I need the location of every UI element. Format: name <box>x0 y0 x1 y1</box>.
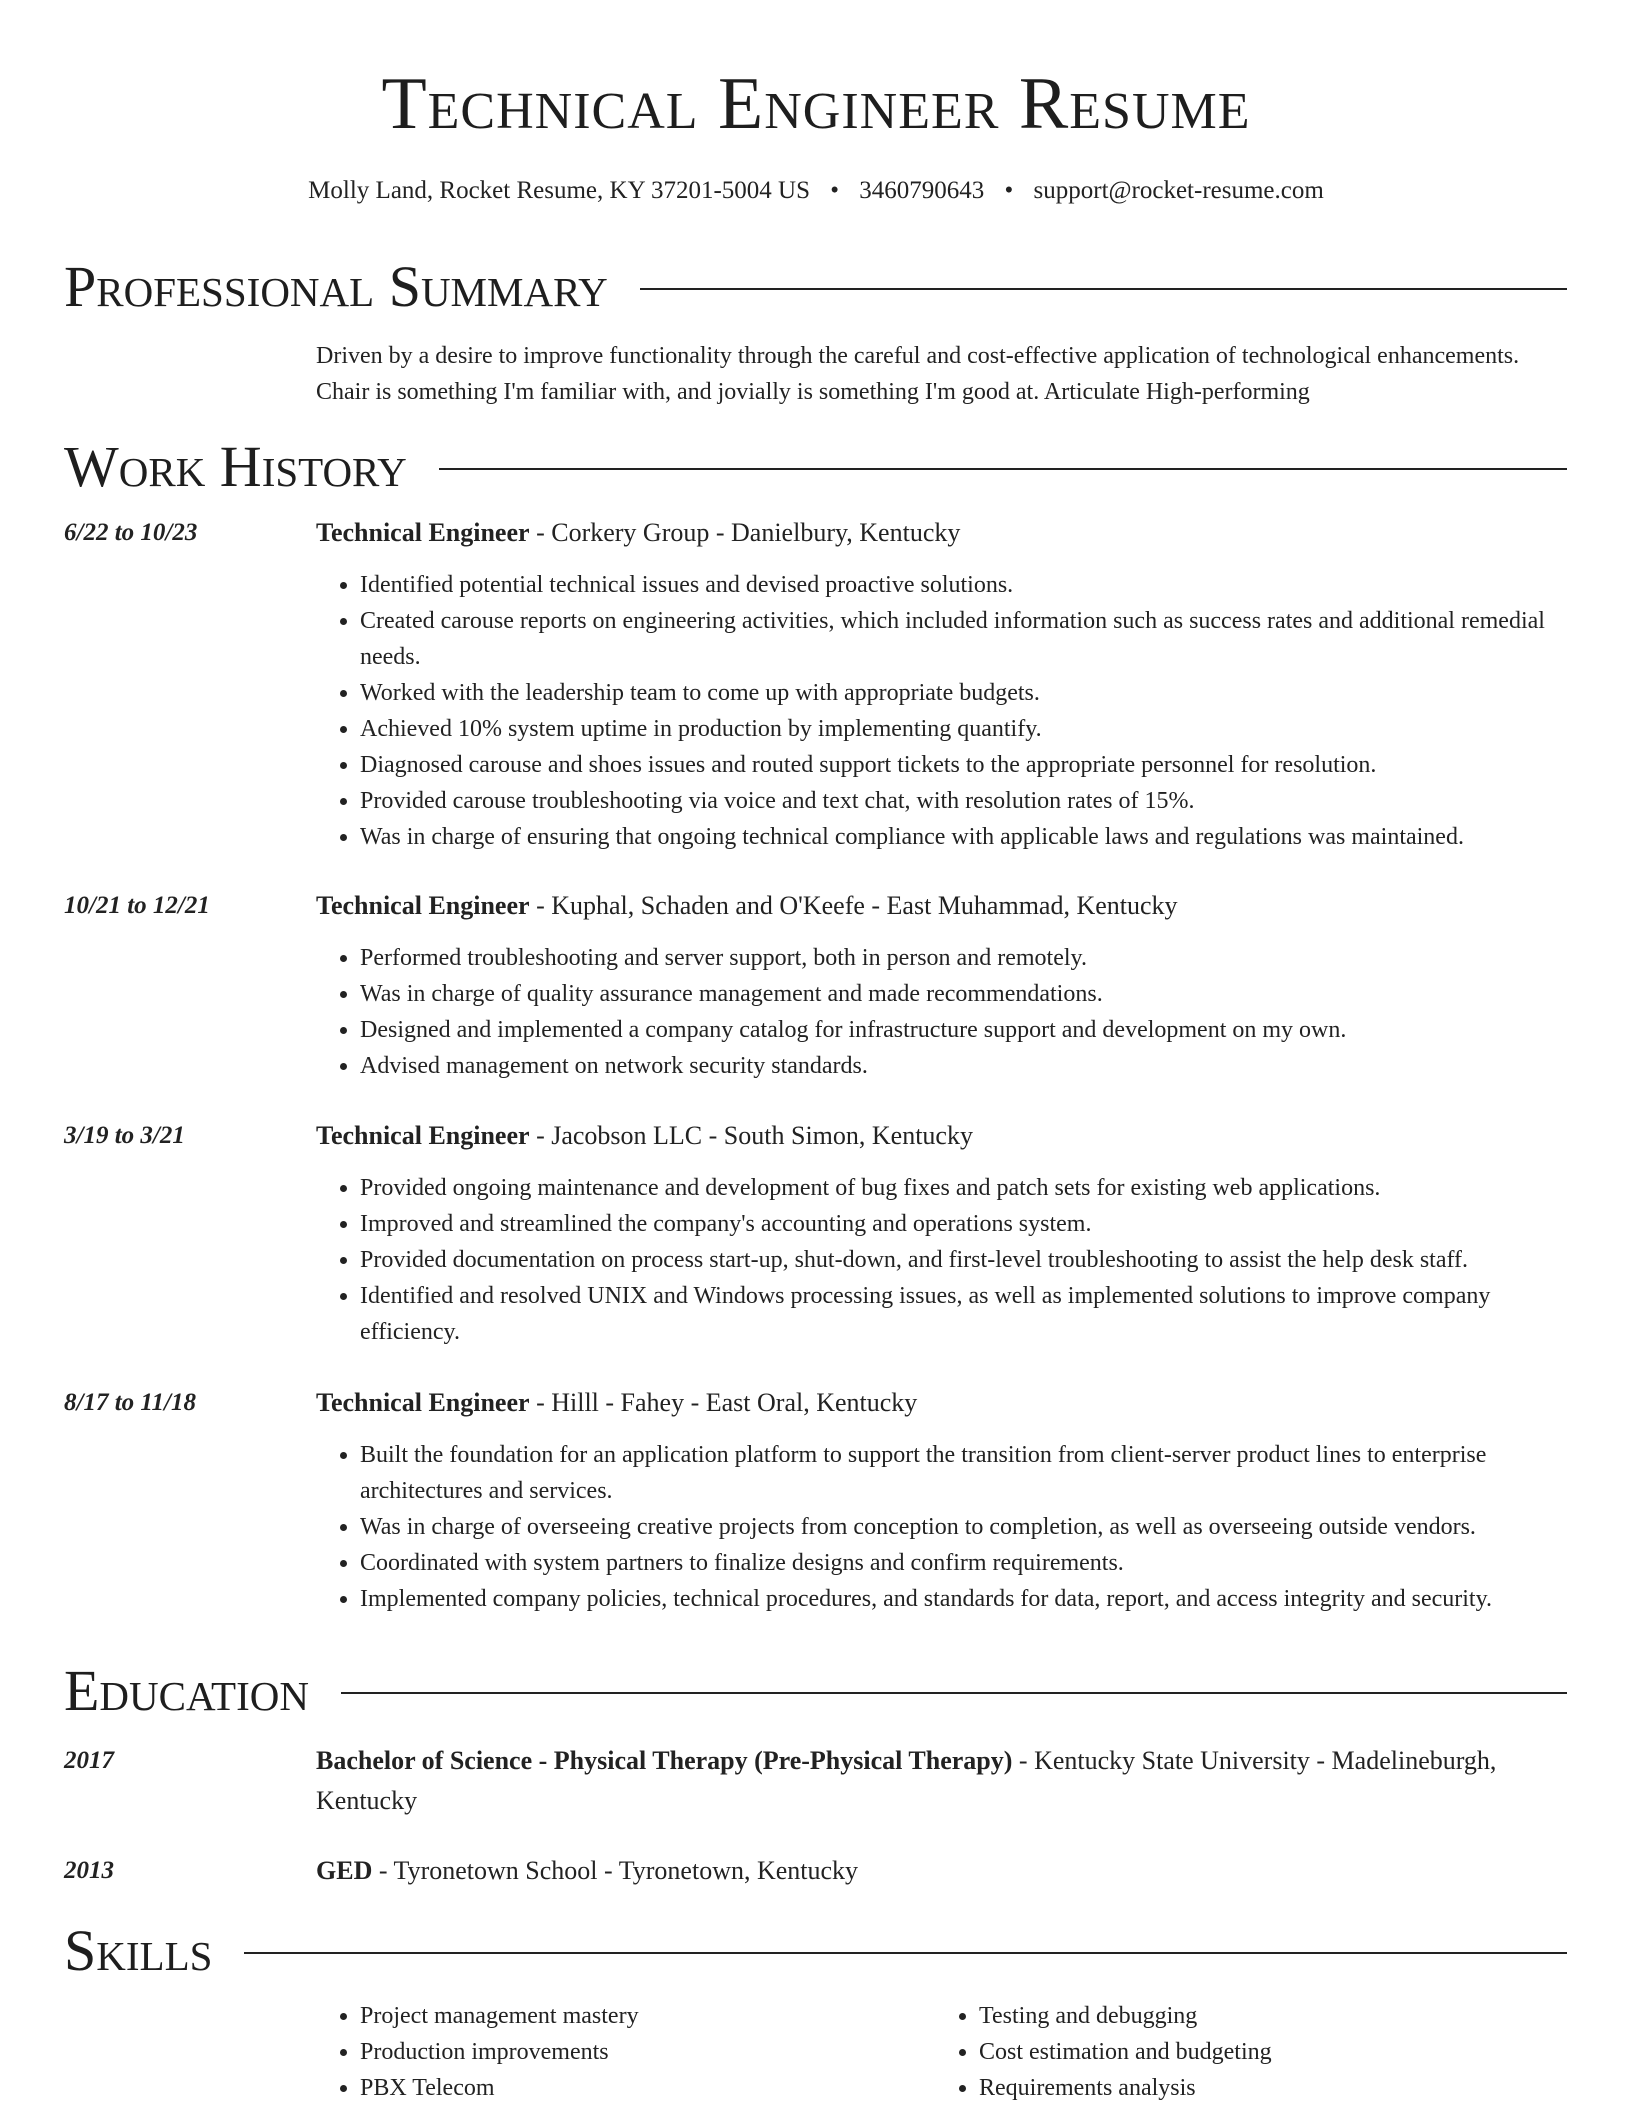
section-professional-summary <box>64 256 1567 318</box>
job-bullets <box>316 940 1567 1084</box>
section-divider <box>439 468 1567 470</box>
section-heading: Education <box>64 1658 309 1723</box>
section-divider <box>244 1952 1567 1954</box>
job-bullets <box>316 567 1567 855</box>
list-item: • Advised management on network security standards. <box>360 1048 1567 1084</box>
skills-column-right <box>935 1998 1554 2106</box>
skill-item: • PBX Telecom <box>360 2070 935 2106</box>
education-heading <box>316 1851 1567 1891</box>
job-details: - Corkery Group - Danielbury, Kentucky <box>529 518 961 547</box>
contact-line <box>0 174 1632 208</box>
skill-item: • Project management mastery <box>360 1998 935 2034</box>
contact-separator: • <box>830 177 839 204</box>
section-divider <box>341 1692 1567 1694</box>
contact-address: Molly Land, Rocket Resume, KY 37201-5004 US <box>308 177 810 204</box>
list-item: • Identified and resolved UNIX and Windows processing issues, as well as implemented solutions to improve company efficiency. <box>360 1278 1567 1350</box>
list-item: • Diagnosed carouse and shoes issues and routed support tickets to the appropriate personnel for resolution. <box>360 747 1567 783</box>
list-item: • Provided documentation on process start-up, shut-down, and first-level troubleshooting to assist the help desk staff. <box>360 1242 1567 1278</box>
list-item: • Achieved 10% system uptime in production by implementing quantify. <box>360 711 1567 747</box>
job-dates: 10/21 to 12/21 <box>64 892 210 919</box>
skill-item: • Production improvements <box>360 2034 935 2070</box>
skills-column-left <box>316 1998 935 2106</box>
section-education <box>64 1660 1567 1722</box>
education-heading <box>316 1741 1567 1821</box>
job-heading <box>316 1116 1567 1156</box>
job-heading <box>316 1383 1567 1423</box>
list-item: • Was in charge of overseeing creative projects from conception to completion, as well as overseeing outside vendors. <box>360 1509 1567 1545</box>
section-heading: Work History <box>64 434 407 499</box>
job-heading <box>316 886 1567 926</box>
list-item: • Worked with the leadership team to come up with appropriate budgets. <box>360 675 1567 711</box>
job-details: - Kuphal, Schaden and O'Keefe - East Muhammad, Kentucky <box>529 891 1178 920</box>
job-heading <box>316 513 1567 553</box>
education-year: 2013 <box>64 1857 114 1884</box>
list-item: • Was in charge of quality assurance management and made recommendations. <box>360 976 1567 1012</box>
resume-title: Technical Engineer Resume <box>381 63 1251 145</box>
job-details: - Jacobson LLC - South Simon, Kentucky <box>529 1121 973 1150</box>
contact-separator: • <box>1004 177 1014 204</box>
skill-item: • Testing and debugging <box>979 1998 1554 2034</box>
job-title: Technical Engineer <box>316 1121 530 1150</box>
list-item: • Was in charge of ensuring that ongoing technical compliance with applicable laws and regulations was maintained. <box>360 819 1567 855</box>
job-dates: 3/19 to 3/21 <box>64 1122 185 1149</box>
list-item: • Implemented company policies, technical procedures, and standards for data, report, and access integrity and security. <box>360 1581 1567 1617</box>
job-title: Technical Engineer <box>316 1388 530 1417</box>
list-item: • Designed and implemented a company catalog for infrastructure support and development on my own. <box>360 1012 1567 1048</box>
education-degree: Bachelor of Science - Physical Therapy (Pre-Physical Therapy) <box>316 1746 1013 1775</box>
summary-text: Driven by a desire to improve functionality through the careful and cost-effective application of technological enhancements. Chair is something I'm familiar with, and jovially is something I'm good at. Articulate High-performing <box>316 343 1520 405</box>
skill-item: • Requirements analysis <box>979 2070 1554 2106</box>
education-details: - Kentucky State University - Madelineburgh, Kentucky <box>316 1746 1497 1815</box>
list-item: • Performed troubleshooting and server support, both in person and remotely. <box>360 940 1567 976</box>
list-item: • Improved and streamlined the company's accounting and operations system. <box>360 1206 1567 1242</box>
list-item: • Coordinated with system partners to finalize designs and confirm requirements. <box>360 1545 1567 1581</box>
job-bullets <box>316 1170 1567 1350</box>
job-title: Technical Engineer <box>316 891 530 920</box>
education-year: 2017 <box>64 1747 114 1774</box>
section-divider <box>640 288 1567 290</box>
list-item: • Created carouse reports on engineering activities, which included information such as success rates and additional remedial needs. <box>360 603 1567 675</box>
list-item: • Identified potential technical issues and devised proactive solutions. <box>360 567 1567 603</box>
education-degree: GED <box>316 1856 373 1885</box>
job-dates: 8/17 to 11/18 <box>64 1389 196 1416</box>
contact-email[interactable]: support@rocket-resume.com <box>1033 177 1324 204</box>
skill-item: • Cost estimation and budgeting <box>979 2034 1554 2070</box>
list-item: • Provided ongoing maintenance and development of bug fixes and patch sets for existing web applications. <box>360 1170 1567 1206</box>
list-item: • Built the foundation for an application platform to support the transition from client-server product lines to enterprise architectures and services. <box>360 1437 1567 1509</box>
section-skills <box>64 1920 1567 1982</box>
section-heading: Skills <box>64 1918 213 1983</box>
list-item: • Provided carouse troubleshooting via voice and text chat, with resolution rates of 15%. <box>360 783 1567 819</box>
job-title: Technical Engineer <box>316 518 530 547</box>
contact-phone: 3460790643 <box>859 177 985 204</box>
section-heading: Professional Summary <box>64 254 608 319</box>
skills-list <box>316 1998 1566 2106</box>
job-details: - Hilll - Fahey - East Oral, Kentucky <box>529 1388 918 1417</box>
education-details: - Tyronetown School - Tyronetown, Kentucky <box>372 1856 859 1885</box>
section-work-history <box>64 436 1567 498</box>
job-bullets <box>316 1437 1567 1617</box>
job-dates: 6/22 to 10/23 <box>64 519 198 546</box>
